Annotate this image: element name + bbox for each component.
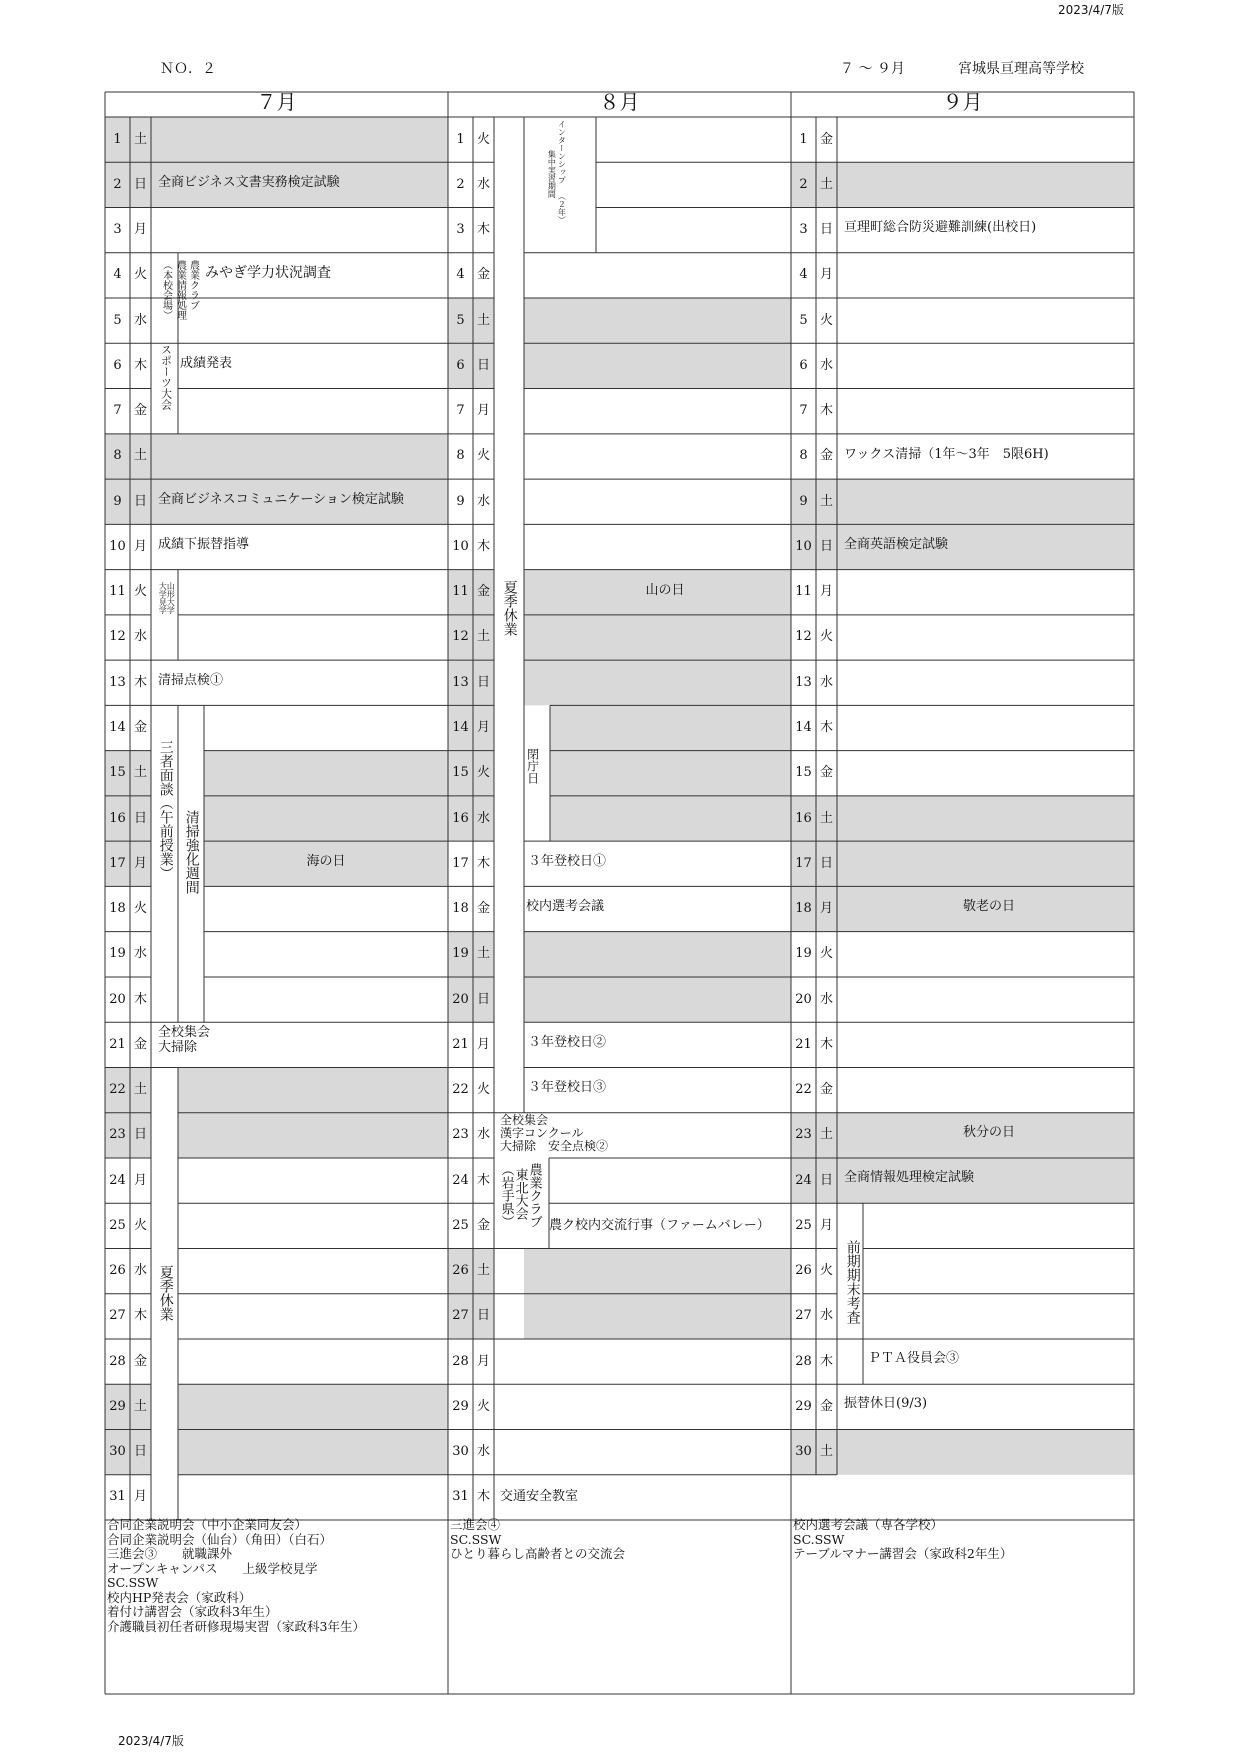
event-aug-22: ３年登校日③ xyxy=(528,1080,607,1095)
day-number: 30 xyxy=(109,1444,126,1460)
day-weekday: 日 xyxy=(476,991,490,1007)
day-weekday: 水 xyxy=(133,946,147,962)
page-number: ＮＯ．２ xyxy=(160,61,216,77)
day-number: 5 xyxy=(113,312,122,328)
day-number: 4 xyxy=(456,267,465,283)
version-top: 2023/4/7版 xyxy=(1058,3,1124,17)
day-number: 29 xyxy=(109,1398,126,1414)
day-weekday: 日 xyxy=(133,1127,147,1143)
day-weekday: 金 xyxy=(476,1217,490,1233)
day-weekday: 土 xyxy=(476,1263,490,1279)
day-number: 6 xyxy=(456,357,465,373)
day-number: 7 xyxy=(456,403,465,419)
day-weekday: 金 xyxy=(819,448,833,464)
day-weekday: 土 xyxy=(133,448,147,464)
v-jul-club-a: 農業クラブ xyxy=(187,260,199,310)
day-number: 10 xyxy=(109,538,126,554)
v-jul-club-c: （本校会場） xyxy=(160,260,172,320)
event-aug-18: 校内選考会議 xyxy=(526,899,605,914)
day-weekday: 日 xyxy=(819,222,833,238)
shade-aug-12 xyxy=(524,615,791,660)
day-number: 2 xyxy=(456,176,465,192)
day-weekday: 月 xyxy=(476,720,490,735)
day-weekday: 日 xyxy=(819,1172,833,1188)
day-weekday: 日 xyxy=(476,357,490,373)
day-weekday: 土 xyxy=(819,810,833,826)
day-number: 23 xyxy=(109,1127,126,1143)
day-weekday: 火 xyxy=(133,1217,147,1233)
day-number: 22 xyxy=(795,1082,812,1098)
day-number: 11 xyxy=(452,584,469,600)
v-aug-tohoku-c: （岩手県） xyxy=(498,1163,514,1228)
day-number: 31 xyxy=(109,1489,126,1505)
footer-august: 三進会④ SC.SSW ひとり暮らし高齢者との交流会 xyxy=(450,1517,626,1561)
day-number: 21 xyxy=(109,1036,126,1052)
v-jul-sports: スポーツ大会 xyxy=(159,344,173,410)
day-number: 23 xyxy=(452,1127,469,1143)
day-number: 25 xyxy=(795,1217,812,1233)
day-number: 2 xyxy=(113,176,122,192)
event-sep-10: 全商英語検定試験 xyxy=(844,537,949,552)
day-number: 7 xyxy=(799,403,808,419)
day-weekday: 木 xyxy=(476,222,490,238)
shade-sep-17 xyxy=(837,841,1134,886)
day-number: 29 xyxy=(795,1398,812,1414)
day-number: 28 xyxy=(795,1353,812,1369)
v-jul-club-b: 農業情報処理 xyxy=(174,260,186,320)
day-number: 9 xyxy=(113,493,122,509)
v-jul-yamagata-b: 大学見学 xyxy=(158,582,168,614)
day-weekday: 火 xyxy=(476,131,490,147)
day-number: 20 xyxy=(109,991,126,1007)
day-weekday: 金 xyxy=(819,1082,833,1098)
day-weekday: 土 xyxy=(819,176,833,192)
event-jul-9: 全商ビジネスコミュニケーション検定試験 xyxy=(158,492,404,507)
day-number: 29 xyxy=(452,1398,469,1414)
event-jul-17: 海の日 xyxy=(306,854,346,869)
day-weekday: 木 xyxy=(819,1353,833,1369)
day-weekday: 火 xyxy=(133,901,147,917)
day-weekday: 金 xyxy=(133,1353,147,1369)
day-number: 8 xyxy=(113,448,122,464)
day-weekday: 土 xyxy=(133,765,147,781)
day-weekday: 月 xyxy=(819,584,833,600)
day-weekday: 土 xyxy=(133,131,147,147)
day-number: 31 xyxy=(452,1489,469,1505)
day-number: 5 xyxy=(799,312,808,328)
day-number: 26 xyxy=(795,1263,812,1279)
day-weekday: 木 xyxy=(819,720,833,735)
event-aug-11: 山の日 xyxy=(645,583,685,598)
day-number: 9 xyxy=(799,493,808,509)
event-sep-3: 亘理町総合防災避難訓練(出校日) xyxy=(844,220,1037,235)
day-number: 15 xyxy=(795,765,812,781)
day-weekday: 土 xyxy=(476,312,490,328)
day-number: 27 xyxy=(452,1308,469,1324)
day-weekday: 月 xyxy=(133,538,147,554)
day-number: 21 xyxy=(452,1036,469,1052)
shade-aug-16 xyxy=(550,796,791,841)
school-name: 宮城県亘理高等学校 xyxy=(958,61,1084,77)
day-number: 11 xyxy=(795,584,812,600)
day-weekday: 火 xyxy=(133,267,147,283)
day-number: 12 xyxy=(452,629,469,645)
day-weekday: 金 xyxy=(819,765,833,781)
shade-jul-1 xyxy=(151,117,448,162)
day-weekday: 月 xyxy=(476,403,490,419)
day-number: 4 xyxy=(113,267,122,283)
day-number: 27 xyxy=(795,1308,812,1324)
day-weekday: 月 xyxy=(133,1172,147,1188)
day-weekday: 土 xyxy=(476,946,490,962)
day-weekday: 木 xyxy=(476,855,490,871)
event-sep-29: 振替休日(9/3) xyxy=(844,1396,928,1411)
day-number: 21 xyxy=(795,1036,812,1052)
day-weekday: 金 xyxy=(819,1398,833,1414)
day-weekday: 火 xyxy=(819,312,833,328)
day-weekday: 月 xyxy=(133,222,147,238)
shade-aug-13 xyxy=(524,660,791,705)
day-number: 13 xyxy=(795,674,812,690)
day-number: 14 xyxy=(452,720,469,735)
v-aug-summer: 夏季休業 xyxy=(501,580,518,636)
v-aug-intern-b: 集中実習期間 xyxy=(547,150,557,198)
day-weekday: 火 xyxy=(819,1263,833,1279)
event-sep-8: ワックス清掃（1年～3年 5限6H) xyxy=(844,447,1049,462)
day-number: 30 xyxy=(452,1444,469,1460)
event-sep-24: 全商情報処理検定試験 xyxy=(844,1170,975,1185)
day-weekday: 水 xyxy=(133,312,147,328)
day-number: 18 xyxy=(452,901,469,917)
day-weekday: 木 xyxy=(819,1036,833,1052)
day-weekday: 火 xyxy=(476,1398,490,1414)
shade-aug-20 xyxy=(524,977,791,1022)
day-number: 13 xyxy=(452,674,469,690)
day-weekday: 火 xyxy=(133,584,147,600)
event-sep-28: ＰＴＡ役員会③ xyxy=(868,1351,960,1366)
day-number: 7 xyxy=(113,403,122,419)
day-number: 2 xyxy=(799,176,808,192)
day-number: 24 xyxy=(795,1172,812,1188)
day-weekday: 月 xyxy=(819,267,833,283)
day-weekday: 金 xyxy=(476,901,490,917)
day-number: 25 xyxy=(109,1217,126,1233)
day-weekday: 土 xyxy=(819,1127,833,1143)
shade-aug-27 xyxy=(524,1294,791,1339)
day-weekday: 水 xyxy=(133,629,147,645)
shade-sep-30 xyxy=(837,1430,1134,1475)
day-weekday: 日 xyxy=(133,810,147,826)
day-number: 28 xyxy=(452,1353,469,1369)
shade-jul-22 xyxy=(178,1067,448,1112)
day-number: 15 xyxy=(452,765,469,781)
day-number: 20 xyxy=(452,991,469,1007)
day-number: 1 xyxy=(456,131,465,147)
day-number: 12 xyxy=(795,629,812,645)
day-weekday: 水 xyxy=(476,1444,490,1460)
footer-september: 校内選考会議（専各学校） SC.SSW テーブルマナー講習会（家政科2年生） xyxy=(793,1517,1013,1561)
month-heading-july: ７月 xyxy=(256,90,297,114)
event-aug-17: ３年登校日① xyxy=(528,854,607,869)
shade-jul-16 xyxy=(204,796,448,841)
day-number: 6 xyxy=(799,357,808,373)
day-number: 23 xyxy=(795,1127,812,1143)
event-jul-13: 清掃点検① xyxy=(158,673,224,688)
day-number: 28 xyxy=(109,1353,126,1369)
day-weekday: 水 xyxy=(133,1263,147,1279)
day-weekday: 金 xyxy=(133,403,147,419)
day-number: 5 xyxy=(456,312,465,328)
day-weekday: 土 xyxy=(819,1444,833,1460)
day-weekday: 月 xyxy=(819,901,833,917)
shade-aug-15 xyxy=(550,751,791,796)
event-jul-6: 成績発表 xyxy=(180,356,233,371)
day-number: 24 xyxy=(109,1172,126,1188)
day-weekday: 月 xyxy=(476,1036,490,1052)
day-number: 17 xyxy=(109,855,126,871)
day-weekday: 水 xyxy=(476,176,490,192)
day-number: 27 xyxy=(109,1308,126,1324)
day-weekday: 金 xyxy=(133,1036,147,1052)
day-weekday: 土 xyxy=(476,629,490,645)
day-number: 19 xyxy=(452,946,469,962)
day-number: 11 xyxy=(109,584,126,600)
day-weekday: 水 xyxy=(819,674,833,690)
day-number: 26 xyxy=(109,1263,126,1279)
shade-aug-5 xyxy=(524,298,791,343)
day-number: 1 xyxy=(799,131,808,147)
day-number: 4 xyxy=(799,267,808,283)
day-weekday: 水 xyxy=(819,991,833,1007)
day-weekday: 火 xyxy=(819,629,833,645)
v-aug-intern-a: インターンシップ xyxy=(557,120,567,184)
day-weekday: 日 xyxy=(476,1308,490,1324)
day-weekday: 土 xyxy=(819,493,833,509)
v-aug-tohoku-a: 農業クラブ xyxy=(526,1163,542,1228)
day-number: 14 xyxy=(795,720,812,735)
day-number: 3 xyxy=(113,222,122,238)
day-weekday: 火 xyxy=(476,1082,490,1098)
day-weekday: 木 xyxy=(476,1489,490,1505)
day-weekday: 日 xyxy=(133,176,147,192)
day-number: 10 xyxy=(795,538,812,554)
day-number: 8 xyxy=(456,448,465,464)
event-sep-23: 秋分の日 xyxy=(962,1125,1015,1140)
day-weekday: 水 xyxy=(476,493,490,509)
v-sep-exam: 前期期末考査 xyxy=(844,1240,861,1324)
shade-sep-9 xyxy=(837,479,1134,524)
event-aug-31: 交通安全教室 xyxy=(500,1489,579,1504)
day-number: 14 xyxy=(109,720,126,735)
day-weekday: 日 xyxy=(819,538,833,554)
day-number: 19 xyxy=(109,946,126,962)
day-weekday: 木 xyxy=(476,1172,490,1188)
shade-aug-6 xyxy=(524,343,791,388)
day-number: 15 xyxy=(109,765,126,781)
v-jul-sansha: 三者面談（午前授業） xyxy=(157,740,174,880)
day-number: 3 xyxy=(799,222,808,238)
day-weekday: 日 xyxy=(476,674,490,690)
v-aug-tohoku-b: 東北大会 xyxy=(512,1168,528,1220)
day-weekday: 木 xyxy=(819,403,833,419)
version-bottom: 2023/4/7版 xyxy=(118,1734,184,1748)
day-number: 18 xyxy=(109,901,126,917)
day-number: 20 xyxy=(795,991,812,1007)
v-jul-summer: 夏季休業 xyxy=(157,1265,174,1321)
day-weekday: 火 xyxy=(476,448,490,464)
day-weekday: 金 xyxy=(819,131,833,147)
event-aug-23b: 漢字コンクール xyxy=(500,1126,584,1140)
shade-sep-2 xyxy=(837,162,1134,207)
day-number: 26 xyxy=(452,1263,469,1279)
v-aug-closed: 閉庁日 xyxy=(525,748,540,784)
shade-jul-23 xyxy=(178,1113,448,1158)
day-number: 22 xyxy=(109,1082,126,1098)
day-weekday: 日 xyxy=(819,855,833,871)
day-number: 10 xyxy=(452,538,469,554)
day-number: 24 xyxy=(452,1172,469,1188)
day-weekday: 水 xyxy=(819,357,833,373)
day-weekday: 月 xyxy=(819,1217,833,1233)
event-jul-4: みやぎ学力状況調査 xyxy=(205,265,331,281)
day-number: 25 xyxy=(452,1217,469,1233)
day-weekday: 日 xyxy=(133,1444,147,1460)
day-weekday: 水 xyxy=(476,1127,490,1143)
day-weekday: 金 xyxy=(476,267,490,283)
day-number: 17 xyxy=(795,855,812,871)
day-number: 1 xyxy=(113,131,122,147)
event-jul-2: 全商ビジネス文書実務検定試験 xyxy=(158,175,340,190)
day-weekday: 火 xyxy=(476,765,490,781)
day-weekday: 木 xyxy=(476,538,490,554)
event-aug-23c: 大掃除 安全点検② xyxy=(500,1139,609,1153)
day-number: 16 xyxy=(109,810,126,826)
day-weekday: 水 xyxy=(476,810,490,826)
v-aug-intern-c: （２年） xyxy=(557,192,567,224)
month-heading-august: ８月 xyxy=(599,90,640,114)
footer-july: 合同企業説明会（中小企業同友会） 合同企業説明会（仙台）（角田）（白石） 三進会③ 就職課外 オープンキャンパス 上級学校見学 SC.SSW 校内HP発表会（家政科） 着付け講習会（家政科3年生） 介護職員初任者研修現場実習（家政科3年生） xyxy=(107,1517,365,1634)
day-weekday: 金 xyxy=(476,584,490,600)
event-sep-18: 敬老の日 xyxy=(962,899,1015,914)
day-weekday: 木 xyxy=(133,357,147,373)
month-range: ７ ～ ９月 xyxy=(840,61,905,77)
event-jul-10: 成績下振替指導 xyxy=(158,537,250,552)
day-weekday: 水 xyxy=(819,1308,833,1324)
day-number: 16 xyxy=(795,810,812,826)
event-aug-21: ３年登校日② xyxy=(528,1035,607,1050)
day-weekday: 火 xyxy=(819,946,833,962)
day-weekday: 土 xyxy=(133,1398,147,1414)
day-number: 17 xyxy=(452,855,469,871)
day-number: 19 xyxy=(795,946,812,962)
day-weekday: 土 xyxy=(133,1082,147,1098)
month-heading-september: ９月 xyxy=(942,90,983,114)
day-number: 3 xyxy=(456,222,465,238)
shade-sep-16 xyxy=(837,796,1134,841)
shade-jul-30 xyxy=(178,1430,448,1475)
day-number: 8 xyxy=(799,448,808,464)
day-number: 16 xyxy=(452,810,469,826)
day-number: 18 xyxy=(795,901,812,917)
shade-jul-29 xyxy=(178,1384,448,1429)
shade-jul-8 xyxy=(151,434,448,479)
day-weekday: 木 xyxy=(133,991,147,1007)
shade-jul-15 xyxy=(204,751,448,796)
v-jul-yamagata-a: 山形大学 xyxy=(166,582,176,614)
day-weekday: 月 xyxy=(133,855,147,871)
event-aug-23a: 全校集会 xyxy=(500,1113,549,1127)
day-weekday: 木 xyxy=(133,1308,147,1324)
v-jul-seisou: 清掃強化週間 xyxy=(183,810,200,894)
day-number: 13 xyxy=(109,674,126,690)
day-number: 6 xyxy=(113,357,122,373)
event-jul-21b: 大掃除 xyxy=(158,1040,198,1055)
event-jul-21a: 全校集会 xyxy=(158,1025,211,1040)
shade-aug-26 xyxy=(524,1249,791,1294)
event-aug-25: 農ク校内交流行事（ファームバレー） xyxy=(549,1218,770,1233)
shade-aug-14 xyxy=(550,705,791,750)
day-weekday: 月 xyxy=(476,1353,490,1369)
day-weekday: 日 xyxy=(133,493,147,509)
day-number: 12 xyxy=(109,629,126,645)
shade-aug-19 xyxy=(524,932,791,977)
day-weekday: 月 xyxy=(133,1489,147,1505)
day-number: 22 xyxy=(452,1082,469,1098)
day-number: 9 xyxy=(456,493,465,509)
day-number: 30 xyxy=(795,1444,812,1460)
day-weekday: 木 xyxy=(133,674,147,690)
day-weekday: 金 xyxy=(133,720,147,735)
